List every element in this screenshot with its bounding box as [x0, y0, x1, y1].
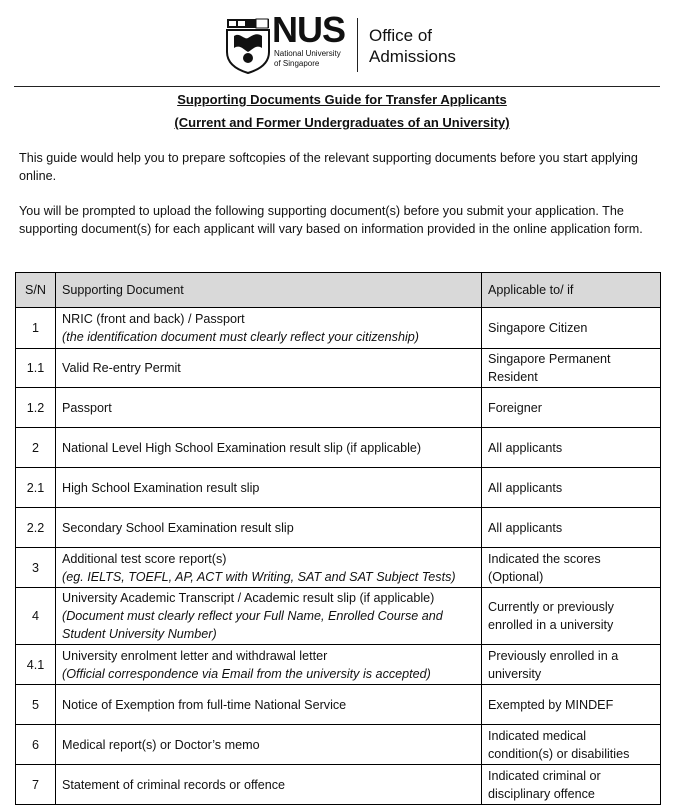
row-applicable: All applicants	[482, 508, 661, 548]
row-sn: 1.2	[16, 388, 56, 428]
row-applicable: Singapore Permanent Resident	[482, 349, 661, 388]
row-document	[56, 349, 482, 388]
document-title: Supporting Documents Guide for Transfer Applicants	[177, 92, 507, 107]
row-applicable: All applicants	[482, 428, 661, 468]
row-applicable: Indicated the scores (Optional)	[482, 548, 661, 588]
row-sn: 7	[16, 765, 56, 805]
office-line2: Admissions	[369, 47, 456, 66]
row-sn: 4.1	[16, 645, 56, 685]
document-name: National Level High School Examination result slip (if applicable)	[62, 440, 422, 455]
column-header-sn: S/N	[16, 273, 56, 308]
row-document	[56, 308, 482, 349]
logo-wordmark: NUS	[272, 9, 346, 50]
table-row	[16, 685, 661, 725]
row-sn: 2.1	[16, 468, 56, 508]
document-name: University enrolment letter and withdrawal letter	[62, 648, 328, 663]
row-document	[56, 388, 482, 428]
document-name: Notice of Exemption from full-time National Service	[62, 697, 347, 712]
row-sn: 2	[16, 428, 56, 468]
row-sn: 2.2	[16, 508, 56, 548]
column-header-applicable: Applicable to/ if	[482, 273, 661, 308]
table-row	[16, 308, 661, 349]
document-note: (eg. IELTS, TOEFL, AP, ACT with Writing, SAT and SAT Subject Tests)	[62, 569, 456, 584]
table-row	[16, 508, 661, 548]
office-name	[369, 25, 456, 67]
row-sn: 4	[16, 588, 56, 645]
row-document	[56, 765, 482, 805]
row-sn: 6	[16, 725, 56, 765]
logo-subtitle-line2: of Singapore	[274, 59, 320, 68]
table-row	[16, 349, 661, 388]
document-name: University Academic Transcript / Academic result slip (if applicable)	[62, 591, 435, 605]
table-row	[16, 388, 661, 428]
document-note: (the identification document must clearly reflect your citizenship)	[62, 330, 419, 344]
table-row	[16, 428, 661, 468]
row-document	[56, 685, 482, 725]
row-applicable: Indicated medical condition(s) or disabilities	[482, 725, 661, 765]
table-row	[16, 645, 661, 685]
row-applicable: Exempted by MINDEF	[482, 685, 661, 725]
row-sn: 5	[16, 685, 56, 725]
document-name: Valid Re-entry Permit	[62, 361, 181, 375]
row-applicable: Indicated criminal or disciplinary offence	[482, 765, 661, 805]
intro-paragraph: This guide would help you to prepare softcopies of the relevant supporting documents before you start applying online.	[19, 151, 638, 183]
table-row	[16, 588, 661, 645]
document-name: Secondary School Examination result slip	[62, 520, 294, 535]
header-divider	[357, 18, 358, 72]
row-applicable: Foreigner	[482, 388, 661, 428]
document-name: High School Examination result slip	[62, 480, 260, 495]
document-name: Medical report(s) or Doctor’s memo	[62, 737, 260, 752]
row-applicable: Singapore Citizen	[482, 308, 661, 349]
row-document	[56, 588, 482, 645]
nus-crest-icon	[226, 18, 270, 74]
document-name: Passport	[62, 400, 112, 415]
row-applicable: Currently or previously enrolled in a university	[482, 588, 661, 645]
row-document	[56, 548, 482, 588]
header-rule	[14, 86, 660, 87]
document-note: (Official correspondence via Email from the university is accepted)	[62, 666, 431, 681]
document-name: NRIC (front and back) / Passport	[62, 312, 245, 326]
document-note: (Document must clearly reflect your Full Name, Enrolled Course and Student University Number)	[62, 609, 443, 641]
row-applicable: All applicants	[482, 468, 661, 508]
table-row	[16, 765, 661, 805]
document-name: Additional test score report(s)	[62, 551, 227, 566]
row-sn: 3	[16, 548, 56, 588]
document-name: Statement of criminal records or offence	[62, 777, 286, 792]
row-document	[56, 508, 482, 548]
logo-subtitle-line1: National University	[274, 49, 341, 58]
office-line1: Office of	[369, 26, 432, 45]
table-row	[16, 725, 661, 765]
row-document	[56, 725, 482, 765]
row-document	[56, 645, 482, 685]
column-header-document: Supporting Document	[56, 273, 482, 308]
row-applicable: Previously enrolled in a university	[482, 645, 661, 685]
table-row	[16, 468, 661, 508]
document-subtitle: (Current and Former Undergraduates of an University)	[174, 115, 510, 130]
row-document	[56, 468, 482, 508]
logo-subtitle	[274, 49, 341, 69]
row-sn: 1.1	[16, 349, 56, 388]
row-sn: 1	[16, 308, 56, 349]
document-header	[0, 0, 684, 86]
row-document	[56, 428, 482, 468]
table-header-row	[16, 273, 661, 308]
supporting-documents-table	[15, 272, 661, 805]
table-row	[16, 548, 661, 588]
upload-paragraph: You will be prompted to upload the following supporting document(s) before you submit your application. The supporting document(s) for each applicant will vary based on information provided in the online application form.	[19, 204, 643, 236]
